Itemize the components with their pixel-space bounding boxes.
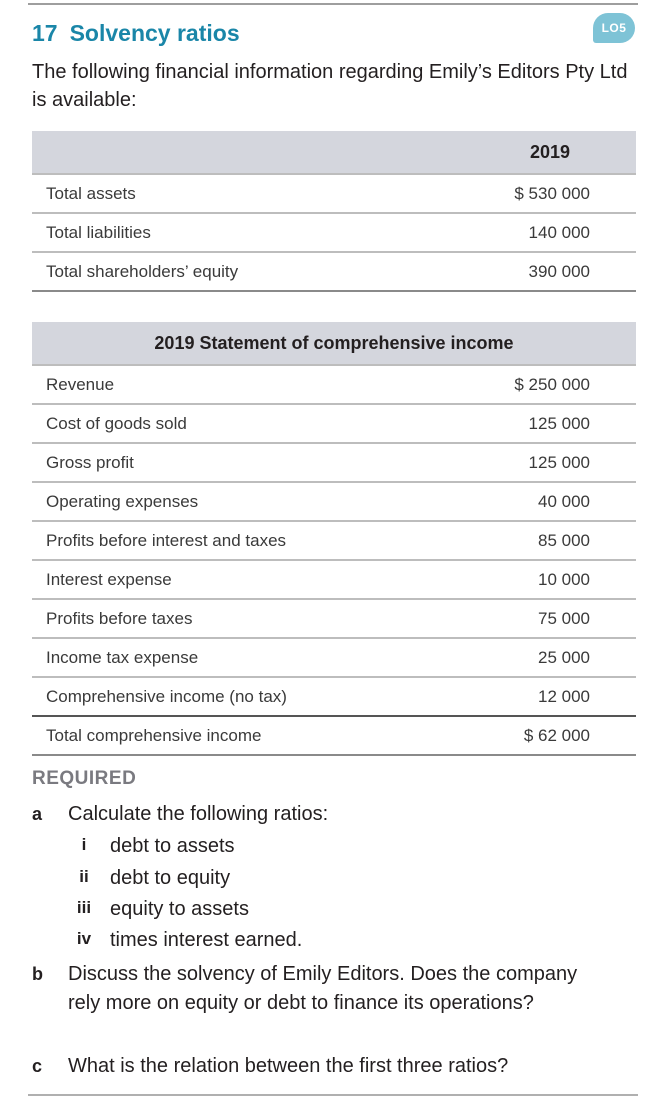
table-row [32, 677, 636, 716]
question-a-label: a [32, 804, 43, 824]
sub-question-number: iv [76, 929, 92, 948]
table-row [32, 599, 636, 638]
table-row [32, 482, 636, 521]
row-label: Operating expenses [32, 482, 434, 521]
table-row [32, 174, 636, 213]
income-statement-title: 2019 Statement of comprehensive income [32, 322, 636, 365]
row-label: Profits before taxes [32, 599, 434, 638]
sub-question-iv [70, 929, 470, 957]
table-row [32, 404, 636, 443]
row-value: 85 000 [434, 521, 637, 560]
bottom-rule [28, 1094, 638, 1096]
sub-question-i [70, 835, 470, 863]
table-row [32, 365, 636, 404]
row-label: Gross profit [32, 443, 434, 482]
sub-question-text: debt to assets [110, 835, 235, 857]
row-value: 125 000 [434, 404, 637, 443]
row-value: 10 000 [434, 560, 637, 599]
row-label: Total assets [32, 174, 406, 213]
sub-question-text: debt to equity [110, 867, 231, 889]
row-value: $ 62 000 [434, 716, 637, 755]
question-a [32, 800, 632, 830]
question-c-text: What is the relation between the first three ratios? [68, 1055, 509, 1077]
row-label: Revenue [32, 365, 434, 404]
balance-header-row [32, 131, 636, 174]
learning-objective-badge: LO5 [593, 13, 635, 43]
required-heading: REQUIRED [32, 768, 137, 789]
row-value: 390 000 [406, 252, 636, 291]
row-label: Interest expense [32, 560, 434, 599]
balance-header-blank [32, 131, 406, 174]
sub-question-ii [70, 867, 470, 895]
income-statement-table [32, 322, 636, 756]
income-header-row [32, 322, 636, 365]
total-row [32, 716, 636, 755]
top-rule [28, 3, 638, 5]
table-row [32, 443, 636, 482]
row-value: 125 000 [434, 443, 637, 482]
row-value: 75 000 [434, 599, 637, 638]
row-value: $ 530 000 [406, 174, 636, 213]
row-label: Total liabilities [32, 213, 406, 252]
sub-question-text: equity to assets [110, 898, 249, 920]
exercise-number: 17 [32, 20, 58, 46]
table-row [32, 213, 636, 252]
exercise-heading [32, 20, 240, 47]
row-value: 140 000 [406, 213, 636, 252]
question-c-label: c [32, 1056, 43, 1076]
intro-text: The following financial information regarding Emily’s Editors Pty Ltd is available: [32, 61, 628, 111]
question-b-label: b [32, 964, 43, 984]
question-c [32, 1052, 632, 1082]
row-label: Profits before interest and taxes [32, 521, 434, 560]
row-label: Cost of goods sold [32, 404, 434, 443]
question-a-text: Calculate the following ratios: [68, 803, 329, 825]
year-header: 2019 [406, 131, 636, 174]
table-row [32, 638, 636, 677]
sub-question-number: i [81, 835, 87, 854]
sub-question-number: ii [79, 867, 89, 886]
table-row [32, 252, 636, 291]
sub-question-text: times interest earned. [110, 929, 303, 951]
table-row [32, 521, 636, 560]
table-row [32, 560, 636, 599]
exercise-title: Solvency ratios [69, 20, 240, 46]
sub-question-number: iii [76, 898, 92, 917]
row-value: 12 000 [434, 677, 637, 716]
row-label: Total shareholders’ equity [32, 252, 406, 291]
balance-table [32, 131, 636, 292]
row-label: Total comprehensive income [32, 716, 434, 755]
question-b [32, 960, 632, 1050]
row-label: Comprehensive income (no tax) [32, 677, 434, 716]
row-value: 25 000 [434, 638, 637, 677]
row-value: $ 250 000 [434, 365, 637, 404]
row-value: 40 000 [434, 482, 637, 521]
sub-question-iii [70, 898, 470, 926]
question-b-text: Discuss the solvency of Emily Editors. Does the company rely more on equity or debt to finance its operations? [68, 963, 578, 1014]
row-label: Income tax expense [32, 638, 434, 677]
